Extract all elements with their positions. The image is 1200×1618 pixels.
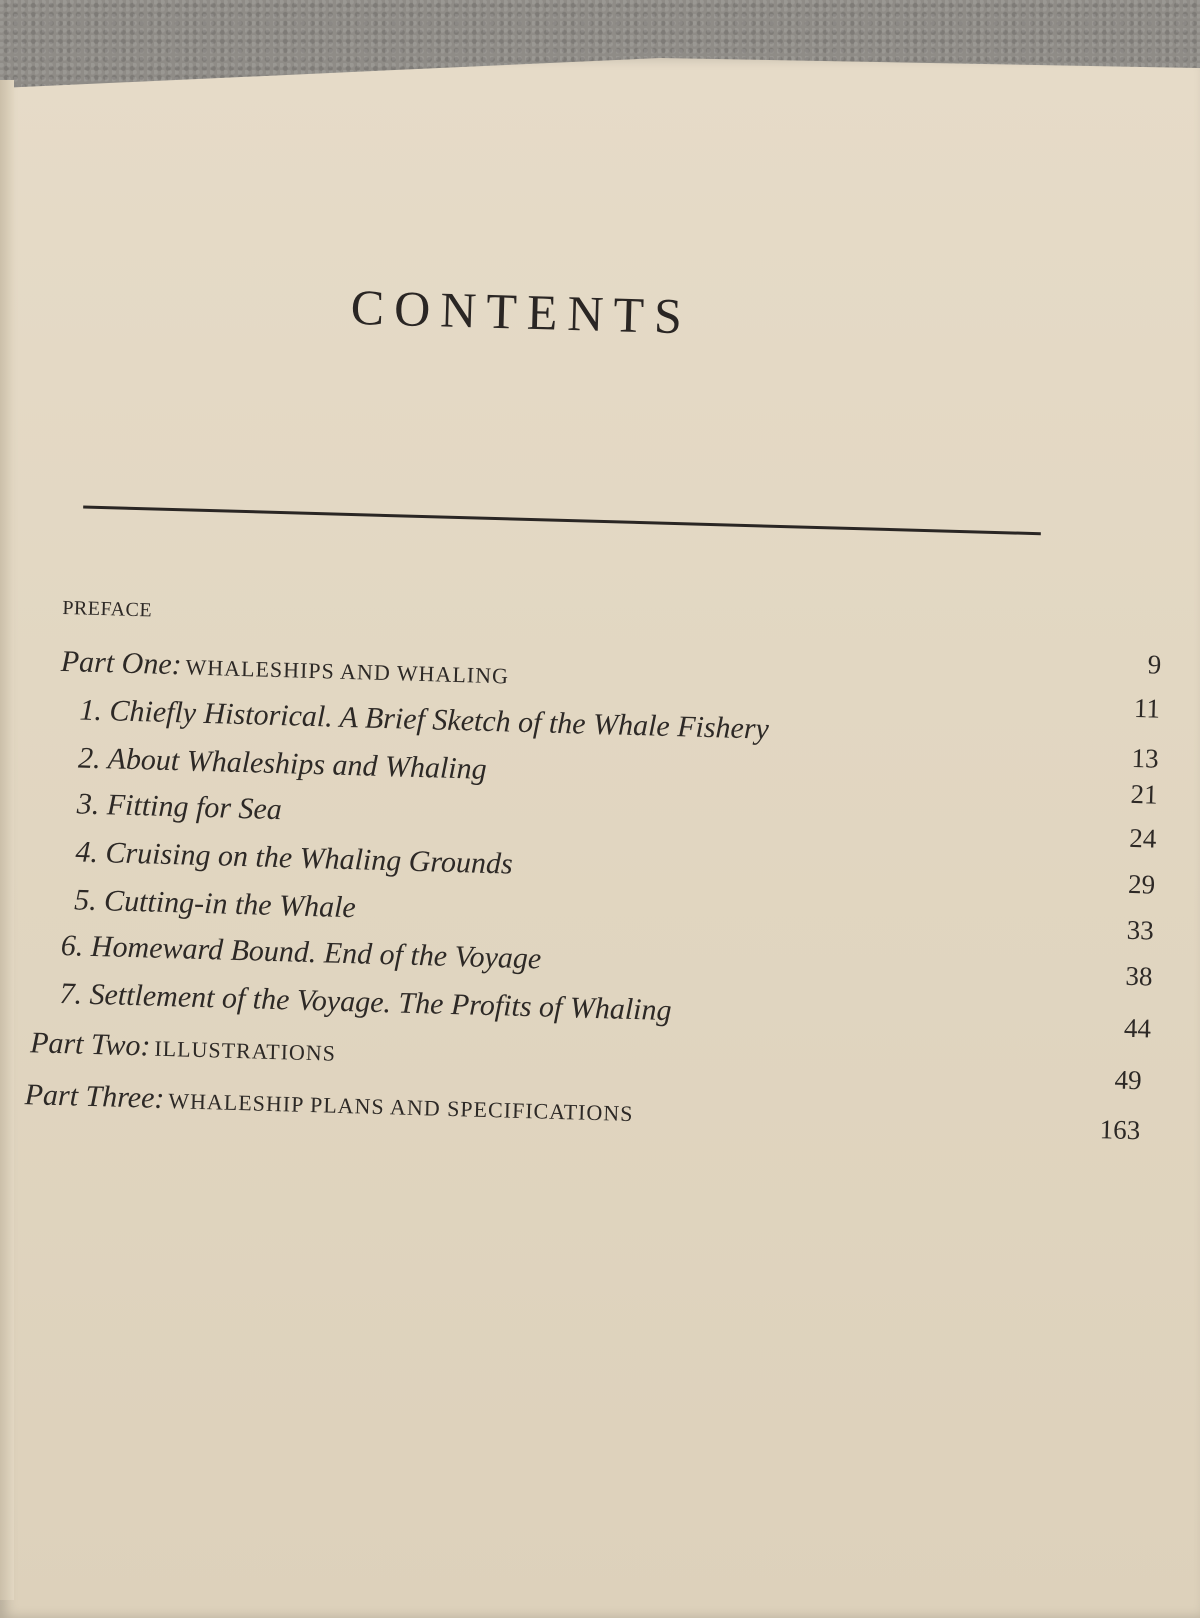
toc-entry-label xyxy=(78,741,487,786)
chapter-title: About Whaleships and Whaling xyxy=(107,742,488,786)
toc-page-number: 49 xyxy=(1114,1064,1143,1096)
toc-page-number: 24 xyxy=(1128,822,1157,854)
chapter-title: Fitting for Sea xyxy=(106,788,283,827)
toc-entry-label xyxy=(75,835,513,881)
toc-page-number: 163 xyxy=(1099,1114,1141,1146)
chapter-number: 4. xyxy=(75,835,99,870)
chapter-title: Homeward Bound. End of the Voyage xyxy=(90,929,542,976)
part-title: WHALESHIP PLANS AND SPECIFICATIONS xyxy=(168,1088,634,1127)
toc-page-number: 38 xyxy=(1125,960,1153,992)
toc-entry-label xyxy=(24,1078,634,1129)
chapter-number: 1. xyxy=(79,693,103,728)
toc-entry-label xyxy=(30,1026,337,1069)
toc-page-number: 9 xyxy=(1147,649,1162,680)
chapter-number: 6. xyxy=(60,929,84,963)
toc-page-number: 33 xyxy=(1126,914,1155,946)
toc-entry-label xyxy=(60,645,509,692)
toc-entry-label: PREFACE xyxy=(62,596,153,622)
part-title: ILLUSTRATIONS xyxy=(154,1035,337,1066)
chapter-title: Cutting-in the Whale xyxy=(103,884,357,925)
toc-page-number: 13 xyxy=(1131,742,1159,774)
chapter-number: 5. xyxy=(73,883,98,918)
toc-page-number: 44 xyxy=(1123,1012,1152,1044)
part-prefix: Part Two: xyxy=(29,1026,151,1063)
chapter-number: 2. xyxy=(77,741,102,776)
chapter-title: Cruising on the Whaling Grounds xyxy=(105,836,514,881)
chapter-title: Chiefly Historical. A Brief Sketch of the Whale Fishery xyxy=(109,694,770,746)
toc-entry-label xyxy=(74,883,356,925)
part-prefix: Part One: xyxy=(60,644,183,682)
toc-page-number: 11 xyxy=(1133,692,1161,724)
chapter-number: 7. xyxy=(59,977,83,1011)
chapter-title: Settlement of the Voyage. The Profits of Whaling xyxy=(89,977,672,1028)
toc-entry-label xyxy=(76,787,282,827)
part-title: WHALESHIPS AND WHALING xyxy=(185,654,510,689)
part-prefix: Part Three: xyxy=(24,1078,165,1115)
toc-page-number: 21 xyxy=(1130,778,1158,810)
toc-page-number: 29 xyxy=(1127,868,1156,900)
chapter-number: 3. xyxy=(76,787,100,822)
page-title: CONTENTS xyxy=(350,278,693,345)
